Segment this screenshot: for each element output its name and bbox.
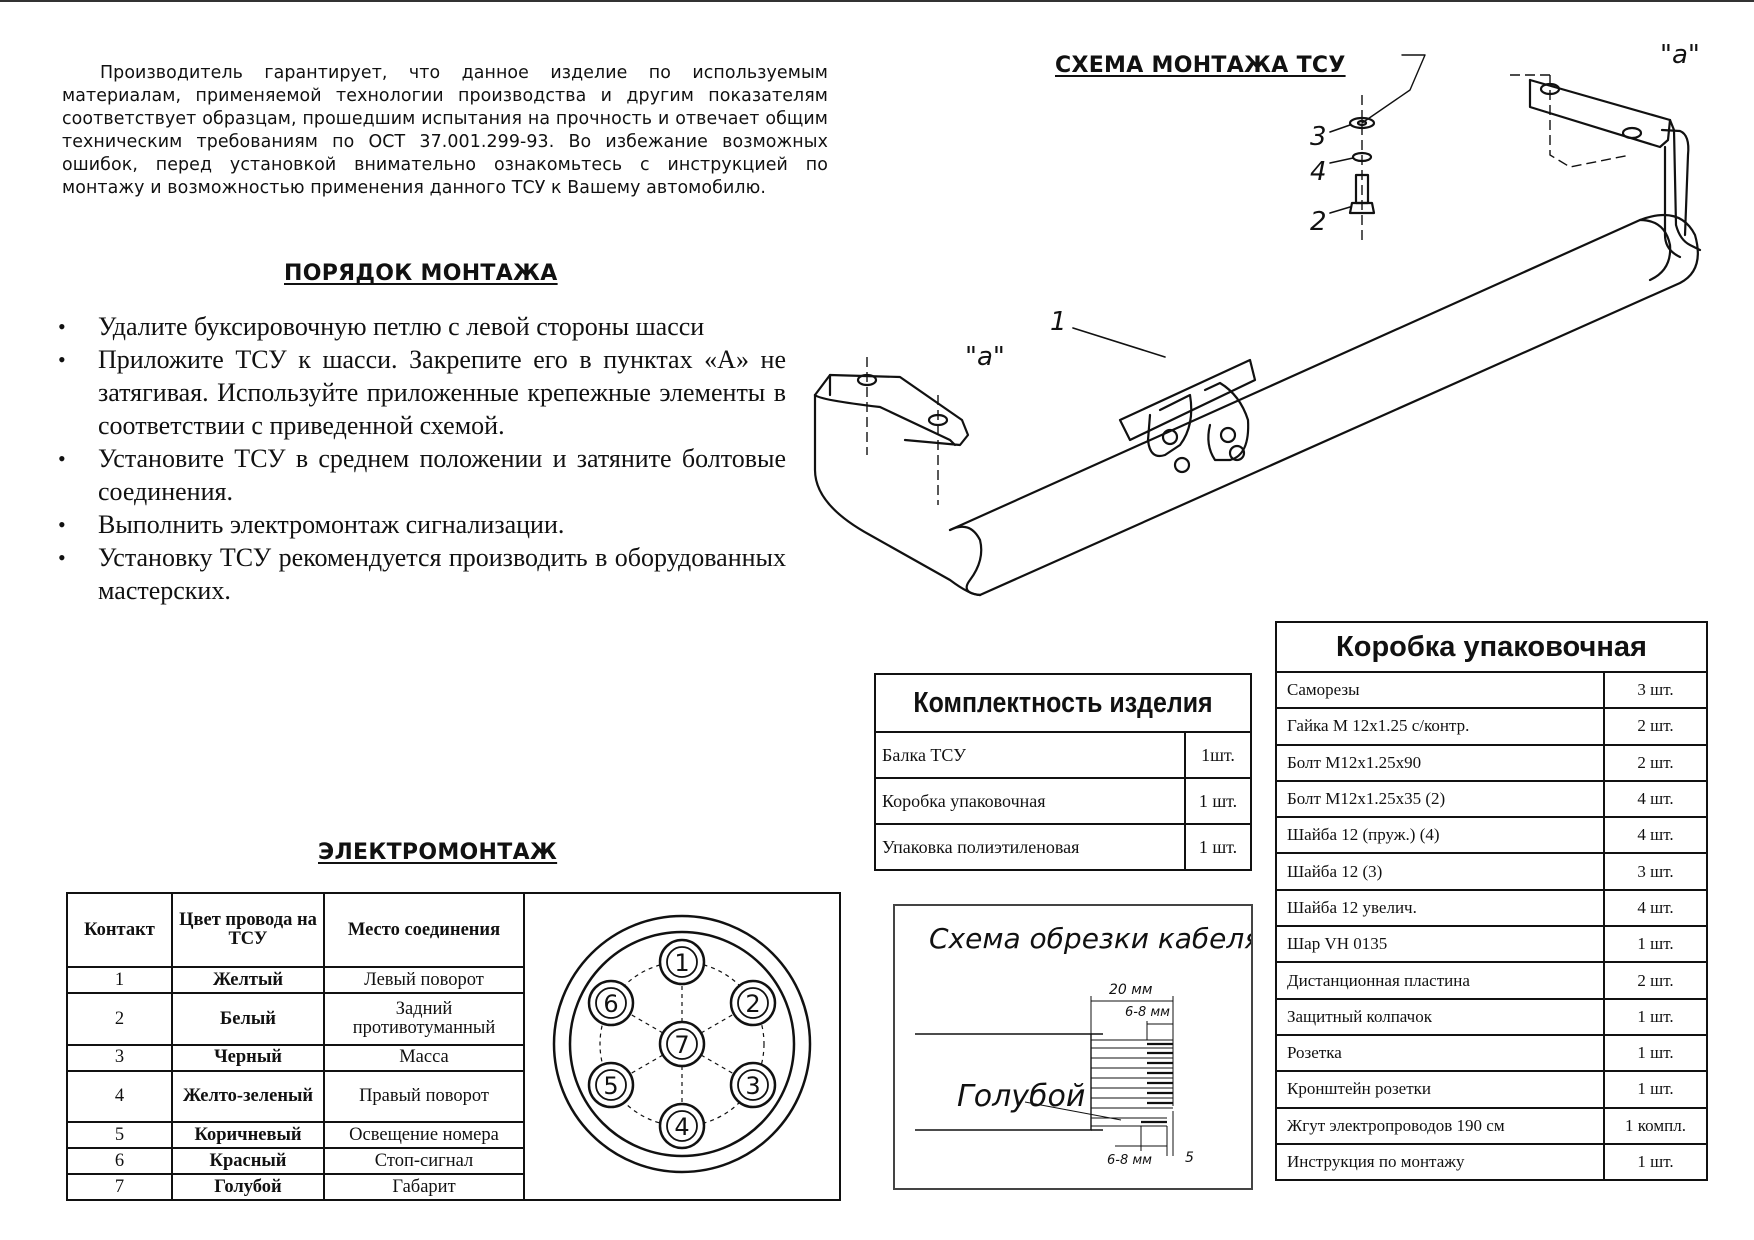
pin-2: 2 xyxy=(745,990,761,1018)
item-name: Саморезы xyxy=(1276,672,1604,708)
table-row xyxy=(1276,1071,1707,1107)
contact: 2 xyxy=(67,993,172,1045)
montage-order-heading: ПОРЯДОК МОНТАЖА xyxy=(284,261,558,286)
montage-step: • Приложите ТСУ к шасси. Закрепите его в пунктах «А» не затягивая. Используйте приложенные крепежные элементы в соответствии с приведенной схемой. xyxy=(56,343,786,442)
pin-1: 1 xyxy=(674,949,690,977)
point-a-right: "а" xyxy=(1660,40,1700,70)
item-qty: 2 шт. xyxy=(1604,745,1707,781)
table-row xyxy=(875,824,1251,870)
socket-diagram-cell xyxy=(524,893,840,1200)
wire-label: Голубой xyxy=(957,1079,1086,1114)
wire-color: Белый xyxy=(172,993,324,1045)
item-name: Болт М12х1.25х90 xyxy=(1276,745,1604,781)
header-contact: Контакт xyxy=(67,893,172,967)
item-qty: 4 шт. xyxy=(1604,817,1707,853)
table-row xyxy=(1276,890,1707,926)
item-qty: 1 шт. xyxy=(1185,824,1251,870)
item-qty: 4 шт. xyxy=(1604,781,1707,817)
header-place: Место соединения xyxy=(324,893,524,967)
scheme-heading: СХЕМА МОНТАЖА ТСУ xyxy=(1055,53,1346,78)
pin-7: 7 xyxy=(674,1031,690,1059)
item-qty: 1шт. xyxy=(1185,732,1251,778)
warranty-paragraph: Производитель гарантирует, что данное изделие по используемым материалам, применяемой технологии производства и другим показателям соответствует образцам, прошедшим испытания на прочность и отвечает общим техническим требованиям по ОСТ 37.001.299-93. Во избежание возможных ошибок, перед установкой внимательно ознакомьтесь с инструкцией по монтажу и возможностью применения данного ТСУ к Вашему автомобилю. xyxy=(62,63,828,198)
wire-color: Красный xyxy=(172,1148,324,1174)
item-name: Розетка xyxy=(1276,1035,1604,1071)
cable-cut-drawing xyxy=(895,906,1251,1188)
item-name: Жгут электропроводов 190 см xyxy=(1276,1108,1604,1144)
montage-step: • Установку ТСУ рекомендуется производить в оборудованных мастерских. xyxy=(56,541,786,607)
item-name: Гайка М 12х1.25 с/контр. xyxy=(1276,708,1604,744)
callout-4: 4 xyxy=(1310,157,1327,187)
table-row xyxy=(1276,745,1707,781)
item-qty: 1 шт. xyxy=(1604,1035,1707,1071)
place: Задний противотуманный xyxy=(324,993,524,1045)
item-qty: 4 шт. xyxy=(1604,890,1707,926)
item-qty: 3 шт. xyxy=(1604,853,1707,889)
top-rule xyxy=(0,0,1754,2)
korobka-title: Коробка упаковочная xyxy=(1276,622,1707,672)
table-row xyxy=(1276,817,1707,853)
item-qty: 1 шт. xyxy=(1185,778,1251,824)
item-name: Балка ТСУ xyxy=(875,732,1185,778)
item-name: Болт М12х1.25х35 (2) xyxy=(1276,781,1604,817)
wire-color: Голубой xyxy=(172,1174,324,1200)
table-row xyxy=(1276,1035,1707,1071)
item-qty: 2 шт. xyxy=(1604,708,1707,744)
table-row xyxy=(1276,672,1707,708)
item-qty: 1 компл. xyxy=(1604,1108,1707,1144)
item-qty: 1 шт. xyxy=(1604,999,1707,1035)
table-row xyxy=(1276,1108,1707,1144)
pin-4: 4 xyxy=(674,1113,690,1141)
item-qty: 1 шт. xyxy=(1604,926,1707,962)
item-qty: 2 шт. xyxy=(1604,962,1707,998)
electro-table xyxy=(66,892,841,1201)
callout-2: 2 xyxy=(1310,207,1327,237)
place: Габарит xyxy=(324,1174,524,1200)
cable-scheme-title: Схема обрезки кабеля xyxy=(929,922,1251,955)
item-qty: 1 шт. xyxy=(1604,1071,1707,1107)
item-name: Кронштейн розетки xyxy=(1276,1071,1604,1107)
item-qty: 3 шт. xyxy=(1604,672,1707,708)
contact: 5 xyxy=(67,1122,172,1148)
electro-heading: ЭЛЕКТРОМОНТАЖ xyxy=(318,840,558,865)
item-name: Шайба 12 (3) xyxy=(1276,853,1604,889)
contact: 3 xyxy=(67,1045,172,1071)
komplektnost-title: Комплектность изделия xyxy=(901,674,1224,732)
montage-step: • Удалите буксировочную петлю с левой стороны шасси xyxy=(56,310,786,343)
item-name: Шайба 12 увелич. xyxy=(1276,890,1604,926)
contact: 7 xyxy=(67,1174,172,1200)
place: Стоп-сигнал xyxy=(324,1148,524,1174)
place: Освещение номера xyxy=(324,1122,524,1148)
komplektnost-table xyxy=(874,673,1252,871)
item-qty: 1 шт. xyxy=(1604,1144,1707,1180)
table-row xyxy=(1276,781,1707,817)
table-row xyxy=(1276,999,1707,1035)
callout-1: 1 xyxy=(1050,307,1067,337)
socket-diagram xyxy=(525,894,839,1194)
place: Масса xyxy=(324,1045,524,1071)
montage-step: • Выполнить электромонтаж сигнализации. xyxy=(56,508,786,541)
callout-3: 3 xyxy=(1310,122,1327,152)
table-row xyxy=(875,778,1251,824)
wire-color: Желто-зеленый xyxy=(172,1071,324,1123)
wire-color: Черный xyxy=(172,1045,324,1071)
table-row xyxy=(1276,853,1707,889)
montage-step: • Установите ТСУ в среднем положении и затяните болтовые соединения. xyxy=(56,442,786,508)
item-name: Шар VH 0135 xyxy=(1276,926,1604,962)
table-row xyxy=(1276,926,1707,962)
dim-total: 20 мм xyxy=(1109,982,1153,998)
item-name: Коробка упаковочная xyxy=(875,778,1185,824)
dim-strip-bottom: 6-8 мм xyxy=(1107,1153,1152,1168)
table-row xyxy=(1276,962,1707,998)
wire-color: Коричневый xyxy=(172,1122,324,1148)
item-name: Дистанционная пластина xyxy=(1276,962,1604,998)
pin-5: 5 xyxy=(603,1072,619,1100)
item-name: Защитный колпачок xyxy=(1276,999,1604,1035)
table-row xyxy=(875,732,1251,778)
contact: 4 xyxy=(67,1071,172,1123)
towbar-drawing xyxy=(810,35,1710,655)
dim-offset: 5 xyxy=(1185,1150,1194,1166)
cable-cut-scheme xyxy=(893,904,1253,1190)
place: Левый поворот xyxy=(324,967,524,993)
item-name: Упаковка полиэтиленовая xyxy=(875,824,1185,870)
header-wire-color: Цвет провода на ТСУ xyxy=(172,893,324,967)
pin-6: 6 xyxy=(603,990,619,1018)
table-row xyxy=(1276,1144,1707,1180)
contact: 1 xyxy=(67,967,172,993)
item-name: Инструкция по монтажу xyxy=(1276,1144,1604,1180)
dim-strip-top: 6-8 мм xyxy=(1125,1005,1170,1020)
item-name: Шайба 12 (пруж.) (4) xyxy=(1276,817,1604,853)
wire-color: Желтый xyxy=(172,967,324,993)
korobka-table xyxy=(1275,621,1708,1181)
contact: 6 xyxy=(67,1148,172,1174)
place: Правый поворот xyxy=(324,1071,524,1123)
point-a-left: "а" xyxy=(965,342,1005,372)
pin-3: 3 xyxy=(745,1072,761,1100)
montage-steps-list xyxy=(56,310,786,607)
table-row xyxy=(1276,708,1707,744)
